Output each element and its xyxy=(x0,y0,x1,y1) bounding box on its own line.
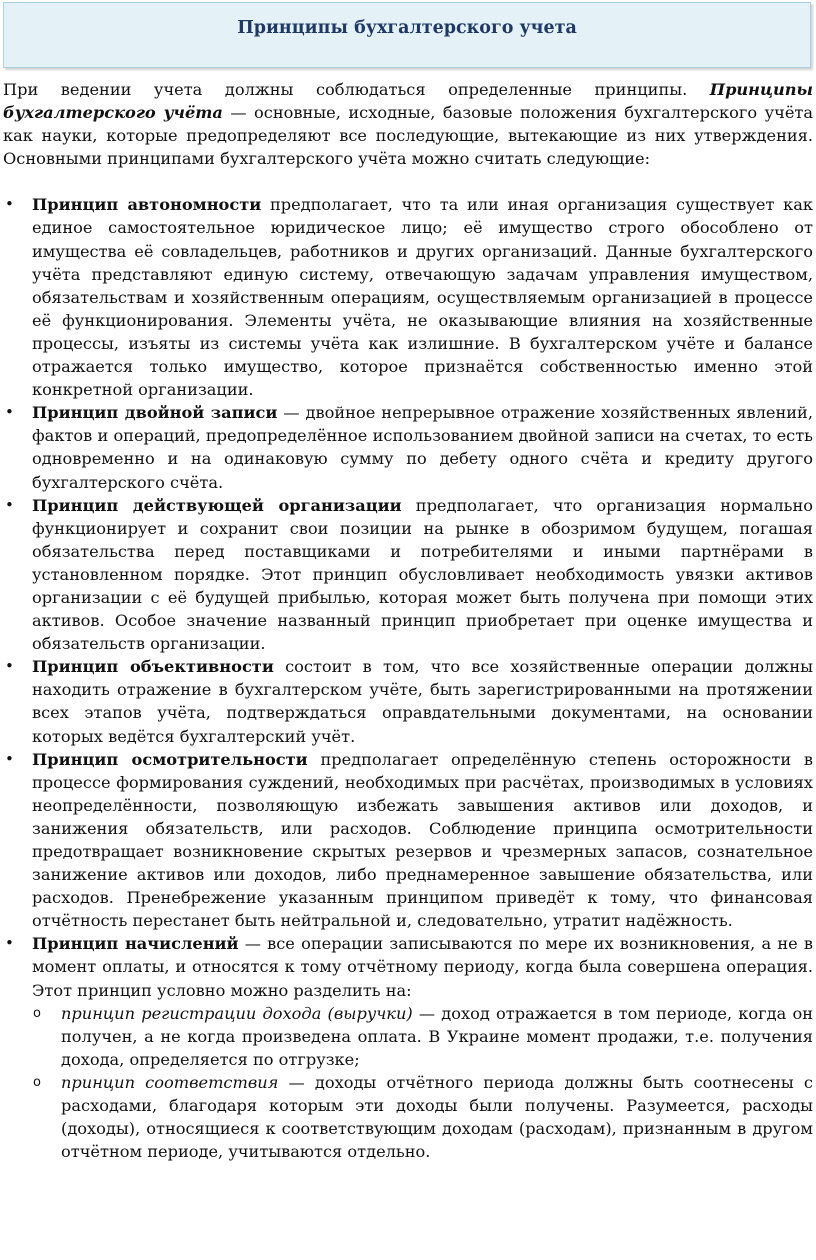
principle-item xyxy=(3,748,813,933)
principle-text: — двойное непрерывное отражение хозяйственных явлений, фактов и операций, предопределённое использованием двойной записи на счетах, то есть одновременно и на одинаковую сумму по дебету одного счёта и кредиту другого бухгалтерского счёта. xyxy=(32,403,813,492)
bullet-icon: • xyxy=(5,934,14,953)
principle-item xyxy=(3,193,813,401)
accrual-sublist xyxy=(32,1002,813,1164)
sub-item xyxy=(32,1002,813,1071)
title-box xyxy=(3,2,811,68)
bullet-icon: • xyxy=(5,749,14,768)
intro-paragraph xyxy=(3,78,813,170)
sub-item-text: — доходы отчётного периода должны быть соотнесены с расходами, благодаря которым эти доходы были получены. Разумеется, расходы (доходы), относящиеся к соответствующим доходам (расходам), признанным в другом отчётном периоде, учитываются отдельно. xyxy=(61,1072,813,1162)
bullet-icon: • xyxy=(5,657,14,676)
circle-bullet-icon: o xyxy=(33,1005,41,1021)
principle-text: предполагает, что та или иная организация существует как единое самостоятельное юридическое лицо; её имущество строго обособлено от имущества её совладельцев, работников и других организаций. Данные бухгалтерского учёта представляют единую систему, отвечающую задачам управления имуществом, обязательствам и хозяйственным операциям, осуществляемым организацией в процессе её функционирования. Элементы учёта, не оказывающие влияния на хозяйственные процессы, изъяты из системы учёта как излишние. В бухгалтерском учёте и балансе отражается только имущество, которое признаётся собственностью именно этой конкретной организации. xyxy=(32,195,814,400)
bullet-icon: • xyxy=(5,403,14,422)
sub-item-text: — доход отражается в том периоде, когда он получен, а не когда произведена оплата. В Украине момент продажи, т.е. получения дохода, определяется по отгрузке; xyxy=(61,1003,813,1069)
page-title: Принципы бухгалтерского учета xyxy=(237,18,577,38)
principle-item xyxy=(3,494,813,656)
principle-text: предполагает определённую степень осторожности в процессе формирования суждений, необходимых при расчётах, производимых в условиях неопределённости, позволяющую избежать завышения активов или доходов, и занижения обязательств, или расходов. Соблюдение принципа осмотрительности предотвращает возникновение скрытых резервов и чрезмерных запасов, сознательное занижение активов или доходов, либо преднамеренное завышение обязательства, или расходов. Пренебрежение указанным принципом приведёт к тому, что финансовая отчётность перестанет быть нейтральной и, следовательно, утратит надёжность. xyxy=(32,749,813,931)
principle-text: состоит в том, что все хозяйственные операции должны находить отражение в бухгалтерском учёте, быть зарегистрированными на протяжении всех этапов учёта, подтверждаться оправдательными документами, на основании которых ведётся бухгалтерский учёт. xyxy=(32,657,813,746)
intro-emphasis: Принципы бухгалтерского учёта xyxy=(3,80,813,123)
intro-text-1: При ведении учета должны соблюдаться определенные принципы. xyxy=(3,80,710,99)
principle-title: Принцип объективности xyxy=(32,657,274,677)
principle-item xyxy=(3,932,813,1163)
principle-title: Принцип осмотрительности xyxy=(32,749,308,769)
circle-bullet-icon: o xyxy=(33,1074,41,1090)
principle-text: предполагает, что организация нормально функционирует и сохранит свои позиции на рынке в обозримом будущем, погашая обязательства перед поставщиками и потребителями и иными партнёрами в установленном порядке. Этот принцип обусловливает необходимость увязки активов организации с её будущей прибылью, которая может быть получена при помощи этих активов. Особое значение названный принцип приобретает при оценке имущества и обязательств организации. xyxy=(32,495,813,654)
principle-title: Принцип действующей организации xyxy=(32,495,402,515)
sub-item-title: принцип регистрации дохода (выручки) xyxy=(61,1003,413,1023)
sub-item-title: принцип соответствия xyxy=(61,1072,279,1092)
sub-item xyxy=(32,1071,813,1163)
bullet-icon: • xyxy=(5,495,14,514)
principle-title: Принцип автономности xyxy=(32,195,262,215)
bullet-icon: • xyxy=(5,195,14,214)
intro-text-2: — основные, исходные, базовые положения бухгалтерского учёта как науки, которые предопределяют все последующие, вытекающие из них утверждения. Основными принципами бухгалтерского учёта можно считать следующие: xyxy=(3,103,814,169)
document-body xyxy=(3,78,813,1163)
principles-list xyxy=(3,193,813,1163)
principle-text: — все операции записываются по мере их возникновения, а не в момент оплаты, и относятся к тому отчётному периоду, когда была совершена операция. Этот принцип условно можно разделить на: xyxy=(32,934,813,1000)
principle-title: Принцип начислений xyxy=(32,934,239,954)
principle-item xyxy=(3,401,813,493)
principle-title: Принцип двойной записи xyxy=(32,403,278,423)
principle-item xyxy=(3,655,813,747)
